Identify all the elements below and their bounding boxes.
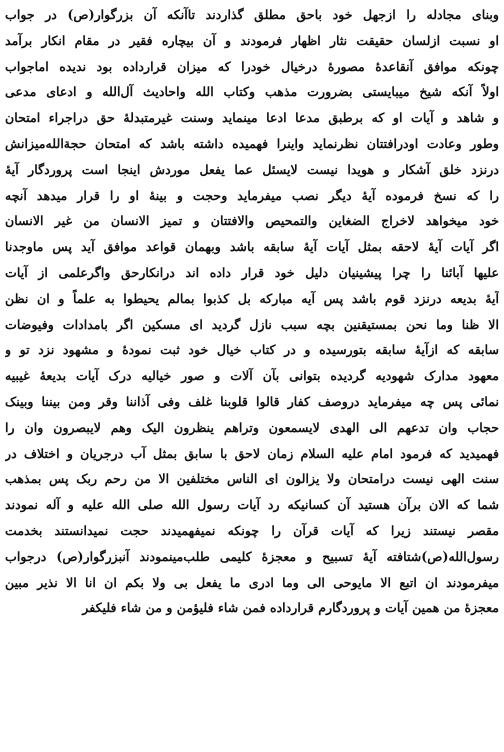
text-line: میفرمودند ان اتبع الا مایوحی الی وما ادری ما یفعل بی ولا بکم ان انا الا نذیر مبین: [5, 574, 499, 590]
text-line: وبنای مجادله را ازجهل خود باحق مطلق گذاردند تاآنکه آن بزرگوار(ص) در جواب: [5, 7, 499, 22]
text-line: سابقه که ازآیهٔ سابقه بتورسیده و در کتاب خیال خود ثبت نمودهٔ و مشهود نزد تو و: [5, 342, 499, 358]
text-line: چونکه موافق آنقاعدهٔ مصورهٔ درخیال خودرا که میزان قرارداده بود ندیده اماجواب: [5, 58, 499, 74]
text-line: معهود مدارک شهودیه گردیده بتوانی بآن آلات و صور خیالیه درک آیات بدیعهٔ غیبیه: [5, 368, 499, 384]
text-line: درنزد خلق آشکار و هویدا نیست لایسئل عما یفعل موردش اینجا است پروردگار آیهٔ: [5, 161, 499, 177]
text-line: فهمیدید که فرمود امام علیه السلام زمان لاحق با سابق بمثل آب درجریان و اختلاف در: [5, 445, 499, 461]
text-line: رسول‌الله(ص)شتافته آیهٔ تسبیح و معجزهٔ کلیمی طلب‌مینمودند آنبزرگوار(ص) درجواب: [5, 548, 499, 564]
text-line: خود میخواهد لاخراج الضغاین والتمحیص والافتتان و تمیز الانسان من غیر الانسان: [5, 213, 499, 229]
text-line: حجاب وان تدعهم الی الهدی لایسمعون وتراهم ینظرون الیک وهم لایبصرون وان را: [5, 419, 499, 435]
text-line: معجزهٔ من همین آیات و پروردگارم قرارداده فمن شاء فلیؤمن و من شاء فلیکفر: [82, 600, 499, 616]
text-line: و شاهد و آیات او که برطبق مدعا ادعا مینماید وسنت غیرمتبدلهٔ حق دراجراء امتحان: [5, 110, 499, 126]
text-line: وطور وعادت اودرافتتان نظرنماید واینرا فهمیده داشته باشد که امتحان حجة‌الله‌میزانش: [5, 135, 499, 151]
text-line: سنت الهی نیست درامتحان ولا یزالون ای الناس مختلفین الا من رحم ربک پس بمذهب: [5, 471, 499, 487]
text-line: علیها آبائنا را چرا پیشینیان دلیل خود قرار داده اند درانکارحق واگرعلمی از آیات: [5, 264, 499, 280]
text-line: نمائی پس چه میفرماید دروصف کفار قالوا قلوبنا غلف وفی آذاننا وقر ومن بیننا وبینک: [5, 393, 499, 409]
text-line: شما که الان برآن هستید آن کسانیکه رد آیات رسول الله صلی الله علیه و آله نمودند: [5, 497, 499, 513]
text-line: آیهٔ بدیعه درنزد قوم باشد پس آیه مبارکه بل کذبوا بمالم یحیطوا به علماً و ان نظن: [5, 290, 499, 306]
text-line: اگر آیات آیهٔ لاحقه بمثل آیات آیهٔ سابقه باشد وبهمان قواعد موافق آید پس ماوجدنا: [5, 239, 499, 255]
text-line: اولاً آنکه شیخ میبایستی بضرورت مذهب وکتاب الله واحادیث آل‌الله و ادعای مدعی: [5, 84, 499, 100]
text-line: مقصر نیستند زیرا که آیات قرآن را چونکه نمیفهمیدند حجت نمیدانستند بخدمت: [5, 522, 499, 538]
persian-text-body: [5, 2, 499, 621]
text-line: الا ظنا وما نحن بمستیقنین بچه سبب نازل گردید ای مسکین اگر بامدادات وفیوضات: [5, 316, 499, 332]
text-line: او نسبت ازلسان حقیقت نثار اظهار فرمودند و آن بیچاره فقیر در مقام انکار برآمد: [5, 32, 499, 48]
text-line: را که نسخ فرموده آیهٔ دیگر نصب میفرماید وحجت و بینهٔ او را قرار میدهد آنچه: [5, 187, 499, 203]
